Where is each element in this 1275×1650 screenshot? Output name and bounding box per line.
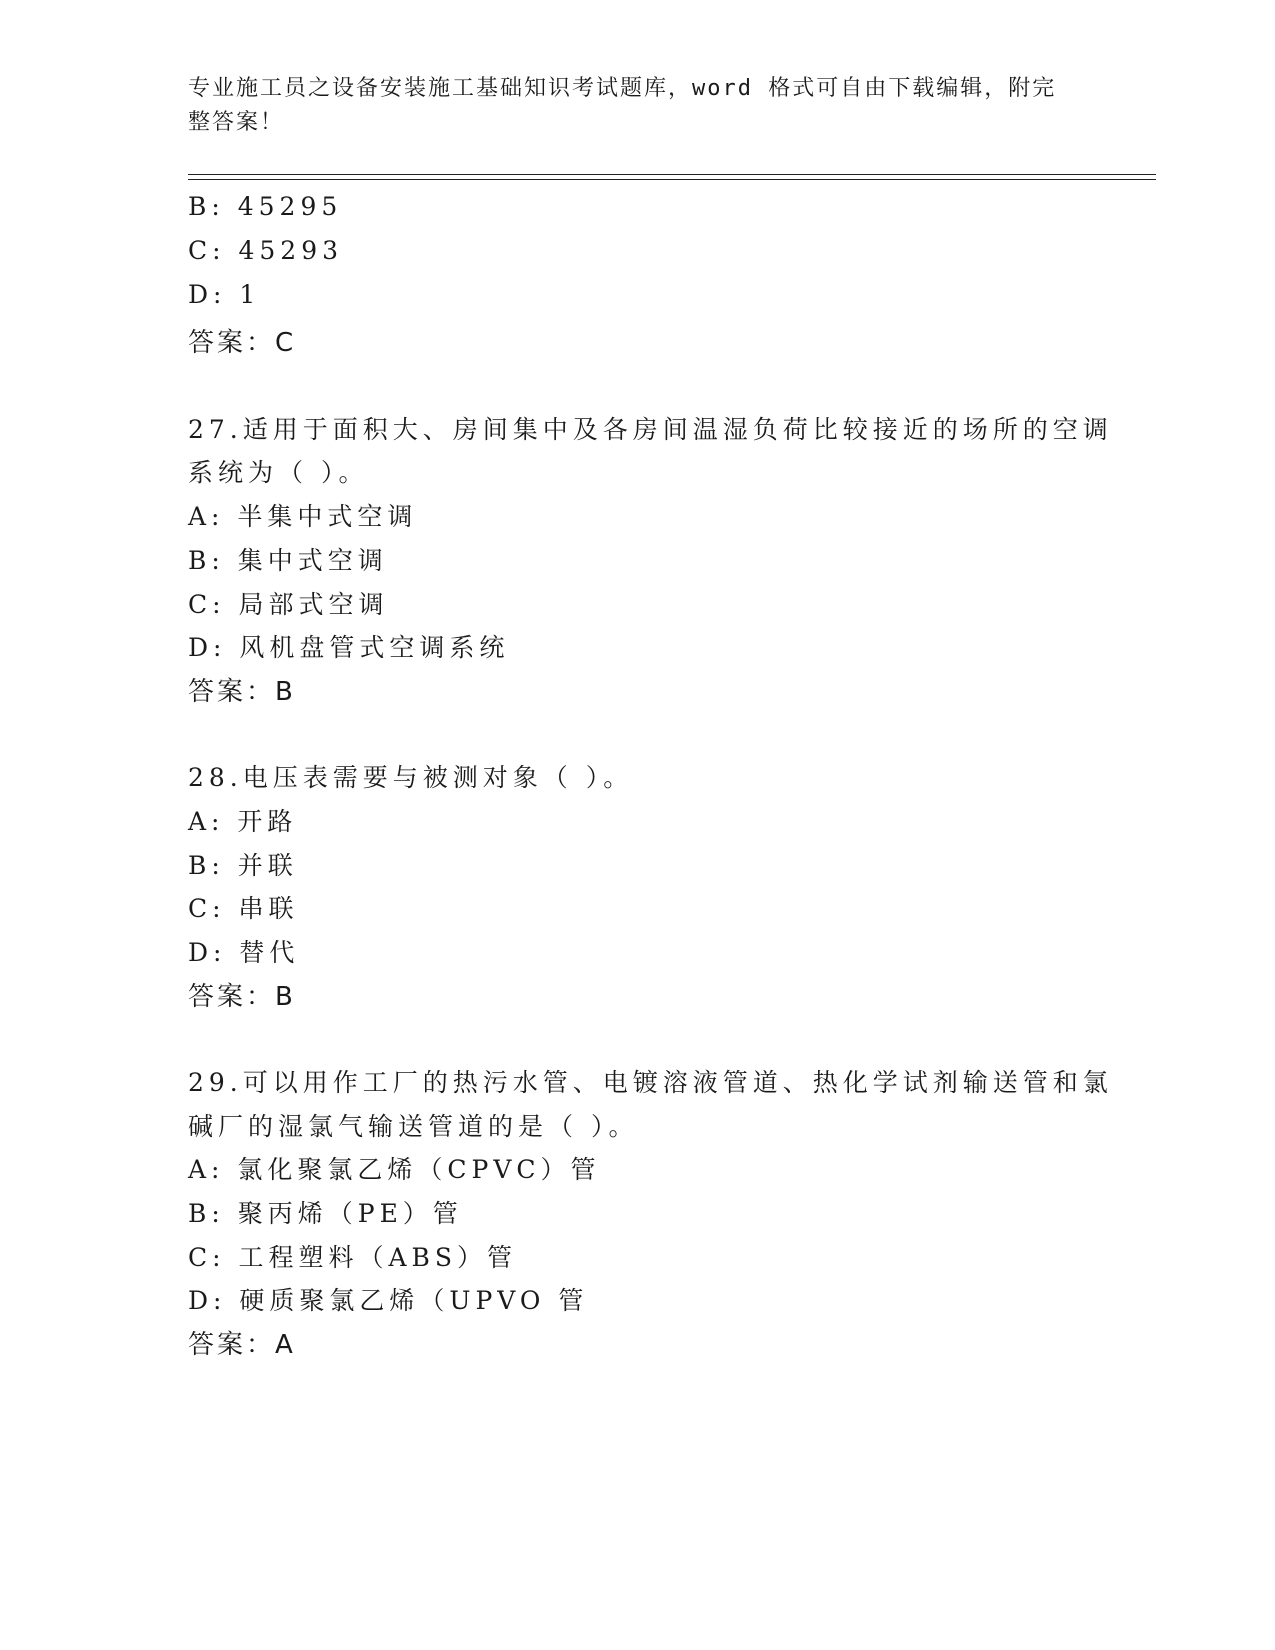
answer-27: 答案：B <box>188 677 296 707</box>
option-c: C: 45293 <box>188 236 344 265</box>
header-line-1: 专业施工员之设备安装施工基础知识考试题库，word 格式可自由下载编辑，附完 <box>188 76 1057 101</box>
option-d: D: 1 <box>188 280 261 309</box>
option-d: D: 替代 <box>188 938 300 967</box>
answer-28: 答案：B <box>188 982 296 1012</box>
question-27-line-1: 27.适用于面积大、房间集中及各房间温湿负荷比较接近的场所的空调 <box>188 415 1113 444</box>
answer-29: 答案：A <box>188 1330 296 1360</box>
option-b: B: 并联 <box>188 851 298 880</box>
option-d: D: 风机盘管式空调系统 <box>188 633 510 662</box>
option-b: B: 聚丙烯（PE）管 <box>188 1199 463 1228</box>
option-b: B: 45295 <box>188 192 343 221</box>
option-c: C: 工程塑料（ABS）管 <box>188 1243 518 1272</box>
question-28: 28.电压表需要与被测对象（ ）。 <box>188 763 634 792</box>
question-27-line-2: 系统为（ ）。 <box>188 458 369 487</box>
option-c: C: 局部式空调 <box>188 590 389 619</box>
question-29-line-1: 29.可以用作工厂的热污水管、电镀溶液管道、热化学试剂输送管和氯 <box>188 1068 1113 1097</box>
answer-26: 答案：C <box>188 328 297 358</box>
option-a: A: 开路 <box>188 807 298 836</box>
header-rule-top <box>188 174 1156 175</box>
option-c: C: 串联 <box>188 894 299 923</box>
document-header <box>188 72 1068 140</box>
question-29-line-2: 碱厂的湿氯气输送管道的是（ ）。 <box>188 1112 639 1141</box>
header-line-2: 整答案！ <box>188 110 285 135</box>
option-b: B: 集中式空调 <box>188 546 388 575</box>
option-a: A: 半集中式空调 <box>188 502 418 531</box>
header-rule-bottom <box>188 179 1156 180</box>
option-d: D: 硬质聚氯乙烯（UPVO 管 <box>188 1286 589 1315</box>
option-a: A: 氯化聚氯乙烯（CPVC）管 <box>188 1155 601 1184</box>
